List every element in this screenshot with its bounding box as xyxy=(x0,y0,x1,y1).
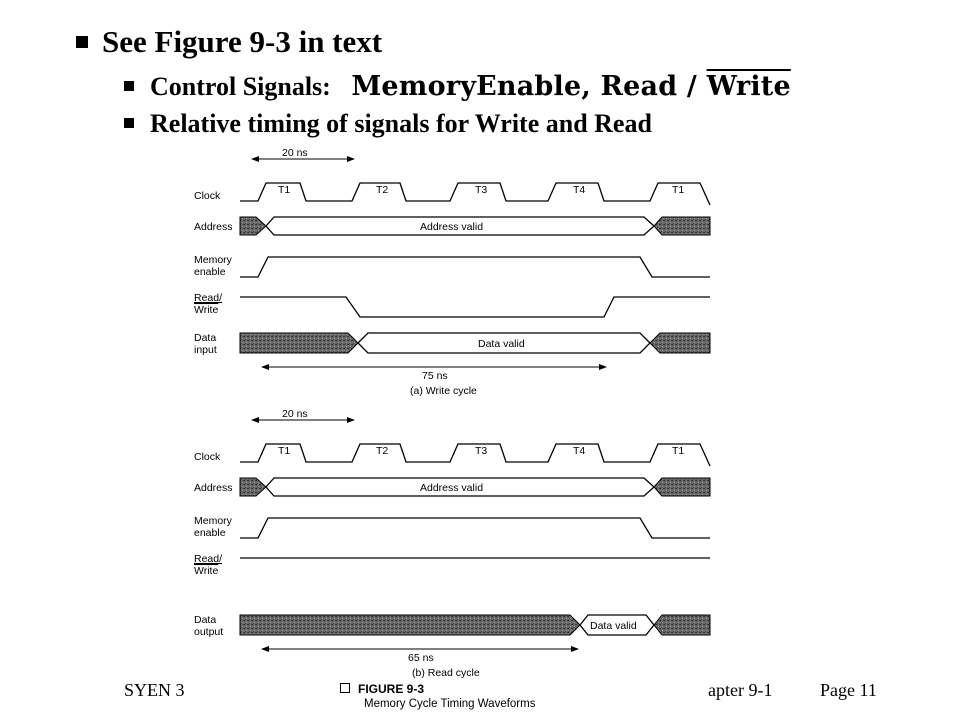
cycle-label: T3 xyxy=(475,445,488,457)
period-label: 20 ns xyxy=(282,147,308,159)
data-invalid-start xyxy=(240,615,580,635)
period-label: 20 ns xyxy=(282,408,308,420)
data-invalid-end xyxy=(650,333,710,353)
footer-page-number: Page 11 xyxy=(820,680,877,700)
write-cycle-panel xyxy=(194,147,710,397)
address-label: Address xyxy=(194,221,233,233)
data-invalid-end xyxy=(654,615,710,635)
read-write-label-1: Read/ xyxy=(194,292,223,304)
clock-label: Clock xyxy=(194,451,221,463)
bullet-text: Relative timing of signals for Write and Read xyxy=(150,109,652,138)
signal-memory-enable: MemoryEnable, xyxy=(351,71,601,102)
address-invalid-end xyxy=(654,217,710,235)
read-write-waveform xyxy=(240,297,710,317)
cycle-label: T2 xyxy=(376,184,389,196)
address-invalid-start xyxy=(240,478,266,496)
cycle-duration-label: 65 ns xyxy=(408,652,434,664)
read-cycle-panel xyxy=(194,408,710,679)
caption-subtitle: Memory Cycle Timing Waveforms xyxy=(364,698,536,710)
address-invalid-start xyxy=(240,217,266,235)
footer-course: SYEN 3 xyxy=(124,680,185,700)
address-invalid-end xyxy=(654,478,710,496)
address-label: Address xyxy=(194,482,233,494)
data-valid-label: Data valid xyxy=(590,620,637,632)
data-label-2: input xyxy=(194,344,217,356)
cycle-label: T1 xyxy=(672,184,685,196)
cycle-label: T2 xyxy=(376,445,389,457)
memory-enable-label-1: Memory xyxy=(194,254,232,266)
signal-read: Read xyxy=(600,71,678,102)
cycle-title: (a) Write cycle xyxy=(410,385,477,397)
cycle-label: T1 xyxy=(278,184,291,196)
data-label-2: output xyxy=(194,626,224,638)
caption-figure-number: FIGURE 9-3 xyxy=(358,682,425,696)
memory-enable-waveform xyxy=(240,257,710,277)
data-valid-label: Data valid xyxy=(478,338,525,350)
memory-enable-label-2: enable xyxy=(194,266,226,278)
read-write-label-1: Read/ xyxy=(194,553,223,565)
data-invalid-start xyxy=(240,333,358,353)
memory-enable-waveform xyxy=(240,518,710,538)
signal-slash: / xyxy=(677,71,707,102)
data-label-1: Data xyxy=(194,332,217,344)
cycle-label: T4 xyxy=(573,184,586,196)
memory-enable-label-2: enable xyxy=(194,527,226,539)
memory-enable-label-1: Memory xyxy=(194,515,232,527)
cycle-label: T3 xyxy=(475,184,488,196)
figure-caption xyxy=(340,682,535,710)
data-label-1: Data xyxy=(194,614,217,626)
cycle-label: T1 xyxy=(278,445,291,457)
address-valid-label: Address valid xyxy=(420,482,484,494)
footer-chapter: apter 9-1 xyxy=(708,680,773,700)
cycle-label: T1 xyxy=(672,445,685,457)
cycle-duration-label: 75 ns xyxy=(422,370,448,382)
read-write-label-2: Write xyxy=(194,565,219,577)
bullet-text: Control Signals: xyxy=(150,72,331,101)
clock-label: Clock xyxy=(194,190,221,202)
bullet-text: See Figure 9-3 in text xyxy=(102,24,383,59)
cycle-label: T4 xyxy=(573,445,586,457)
address-valid-label: Address valid xyxy=(420,221,484,233)
signal-write-bar: Write xyxy=(706,71,791,102)
cycle-title: (b) Read cycle xyxy=(412,667,480,679)
caption-box-icon xyxy=(340,683,350,693)
read-write-label-2: Write xyxy=(194,304,219,316)
